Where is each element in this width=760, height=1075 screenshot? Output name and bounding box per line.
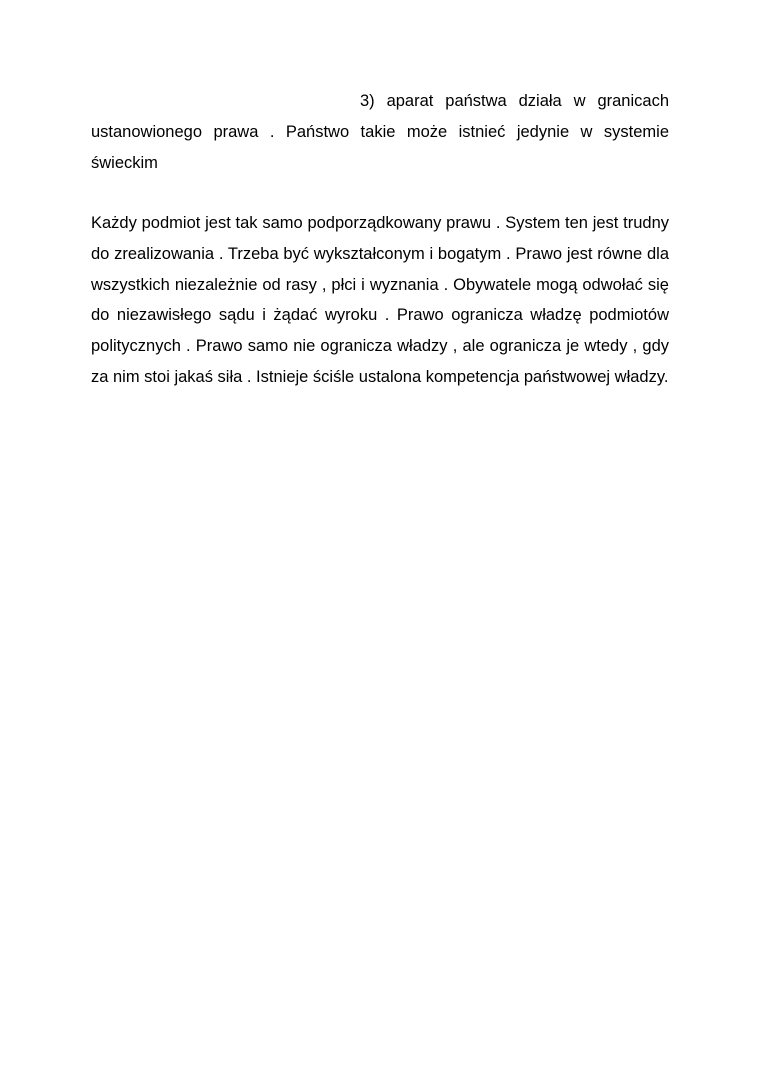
body-paragraph: Każdy podmiot jest tak samo podporządkowany prawu . System ten jest trudny do zrealizowania . Trzeba być wykształconym i bogatym . Prawo jest równe dla wszystkich niezależnie od rasy , płci i wyznania . Obywatele mogą odwołać się do niezawisłego sądu i żądać wyroku . Prawo ogranicza władzę podmiotów politycznych . Prawo samo nie ogranicza władzy , ale ogranicza je wtedy , gdy za nim stoi jakaś siła . Istnieje ściśle ustalona kompetencja państwowej władzy. — [91, 214, 669, 386]
list-item-3: 3) aparat państwa działa w granicach ustanowionego prawa . Państwo takie może istnieć jedynie w systemie świeckim — [91, 92, 669, 172]
